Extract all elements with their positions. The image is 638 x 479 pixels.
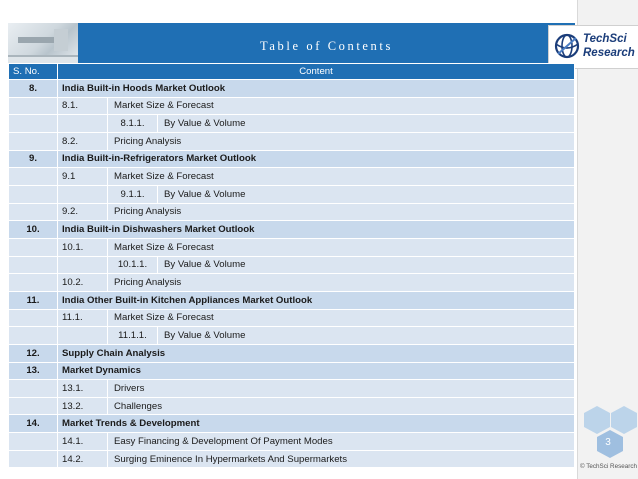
- toc-row: [9, 291, 575, 309]
- section-number: 13.: [9, 362, 58, 380]
- copyright-text: © TechSci Research: [579, 463, 638, 470]
- subsection-number: 11.1.: [58, 309, 108, 327]
- subsection-title: Challenges: [108, 397, 575, 415]
- toc-header-row: [9, 64, 575, 80]
- toc-row: [9, 327, 575, 345]
- subsubsection-number: 8.1.1.: [108, 115, 158, 133]
- blank-cell: [9, 309, 58, 327]
- col-sno: S. No.: [9, 64, 58, 80]
- subsubsection-title: By Value & Volume: [158, 115, 575, 133]
- subsubsection-title: By Value & Volume: [158, 327, 575, 345]
- section-title: India Built-in Dishwashers Market Outlook: [58, 221, 575, 239]
- section-title: India Built-in Hoods Market Outlook: [58, 80, 575, 98]
- blank-cell: [9, 397, 58, 415]
- toc-row: [9, 309, 575, 327]
- subsection-title: Pricing Analysis: [108, 274, 575, 292]
- blank-cell: [9, 168, 58, 186]
- toc-row: [9, 168, 575, 186]
- toc-row: [9, 150, 575, 168]
- blank-cell: [58, 185, 108, 203]
- right-sidebar: [577, 0, 638, 479]
- subsection-number: 8.1.: [58, 97, 108, 115]
- subsection-number: 13.2.: [58, 397, 108, 415]
- subsubsection-title: By Value & Volume: [158, 256, 575, 274]
- section-number: 10.: [9, 221, 58, 239]
- subsection-number: 10.2.: [58, 274, 108, 292]
- blank-cell: [58, 115, 108, 133]
- blank-cell: [9, 97, 58, 115]
- blank-cell: [9, 238, 58, 256]
- blank-cell: [9, 450, 58, 468]
- subsubsection-number: 9.1.1.: [108, 185, 158, 203]
- page-number: 3: [605, 437, 611, 448]
- subsection-title: Surging Eminence In Hypermarkets And Supermarkets: [108, 450, 575, 468]
- blank-cell: [9, 132, 58, 150]
- toc-row: [9, 238, 575, 256]
- subsubsection-number: 11.1.1.: [108, 327, 158, 345]
- section-number: 11.: [9, 291, 58, 309]
- blank-cell: [9, 256, 58, 274]
- section-number: 8.: [9, 80, 58, 98]
- toc-row: [9, 132, 575, 150]
- subsection-title: Market Size & Forecast: [108, 238, 575, 256]
- subsubsection-title: By Value & Volume: [158, 185, 575, 203]
- section-title: India Built-in-Refrigerators Market Outlook: [58, 150, 575, 168]
- blank-cell: [58, 327, 108, 345]
- subsubsection-number: 10.1.1.: [108, 256, 158, 274]
- toc-row: [9, 80, 575, 98]
- subsection-title: Easy Financing & Development Of Payment Modes: [108, 433, 575, 451]
- toc-row: [9, 115, 575, 133]
- toc-row: [9, 256, 575, 274]
- toc-row: [9, 185, 575, 203]
- toc-row: [9, 97, 575, 115]
- blank-cell: [9, 433, 58, 451]
- toc-row: [9, 397, 575, 415]
- subsection-number: 8.2.: [58, 132, 108, 150]
- subsection-title: Market Size & Forecast: [108, 97, 575, 115]
- toc-row: [9, 362, 575, 380]
- blank-cell: [58, 256, 108, 274]
- blank-cell: [9, 115, 58, 133]
- toc-table: [8, 63, 575, 468]
- subsection-title: Market Size & Forecast: [108, 168, 575, 186]
- section-title: Market Dynamics: [58, 362, 575, 380]
- blank-cell: [9, 274, 58, 292]
- blank-cell: [9, 327, 58, 345]
- page-title: Table of Contents: [260, 39, 393, 53]
- toc-row: [9, 274, 575, 292]
- blank-cell: [9, 185, 58, 203]
- logo-line2: Research: [583, 47, 635, 59]
- toc-row: [9, 344, 575, 362]
- subsection-number: 10.1.: [58, 238, 108, 256]
- toc-row: [9, 221, 575, 239]
- subsection-number: 13.1.: [58, 380, 108, 398]
- section-title: Supply Chain Analysis: [58, 344, 575, 362]
- toc-row: [9, 415, 575, 433]
- logo-line1: TechSci: [583, 33, 627, 45]
- toc-body: [9, 80, 575, 468]
- section-title: India Other Built-in Kitchen Appliances Market Outlook: [58, 291, 575, 309]
- subsection-number: 14.2.: [58, 450, 108, 468]
- subsection-number: 9.1: [58, 168, 108, 186]
- subsection-number: 9.2.: [58, 203, 108, 221]
- globe-logo-icon: [553, 32, 581, 60]
- section-number: 12.: [9, 344, 58, 362]
- section-number: 14.: [9, 415, 58, 433]
- blank-cell: [9, 203, 58, 221]
- blank-cell: [9, 380, 58, 398]
- subsection-title: Drivers: [108, 380, 575, 398]
- subsection-number: 14.1.: [58, 433, 108, 451]
- subsection-title: Market Size & Forecast: [108, 309, 575, 327]
- toc-row: [9, 203, 575, 221]
- section-title: Market Trends & Development: [58, 415, 575, 433]
- toc-row: [9, 433, 575, 451]
- col-content: Content: [58, 64, 575, 80]
- toc-row: [9, 380, 575, 398]
- subsection-title: Pricing Analysis: [108, 203, 575, 221]
- toc-row: [9, 450, 575, 468]
- section-number: 9.: [9, 150, 58, 168]
- subsection-title: Pricing Analysis: [108, 132, 575, 150]
